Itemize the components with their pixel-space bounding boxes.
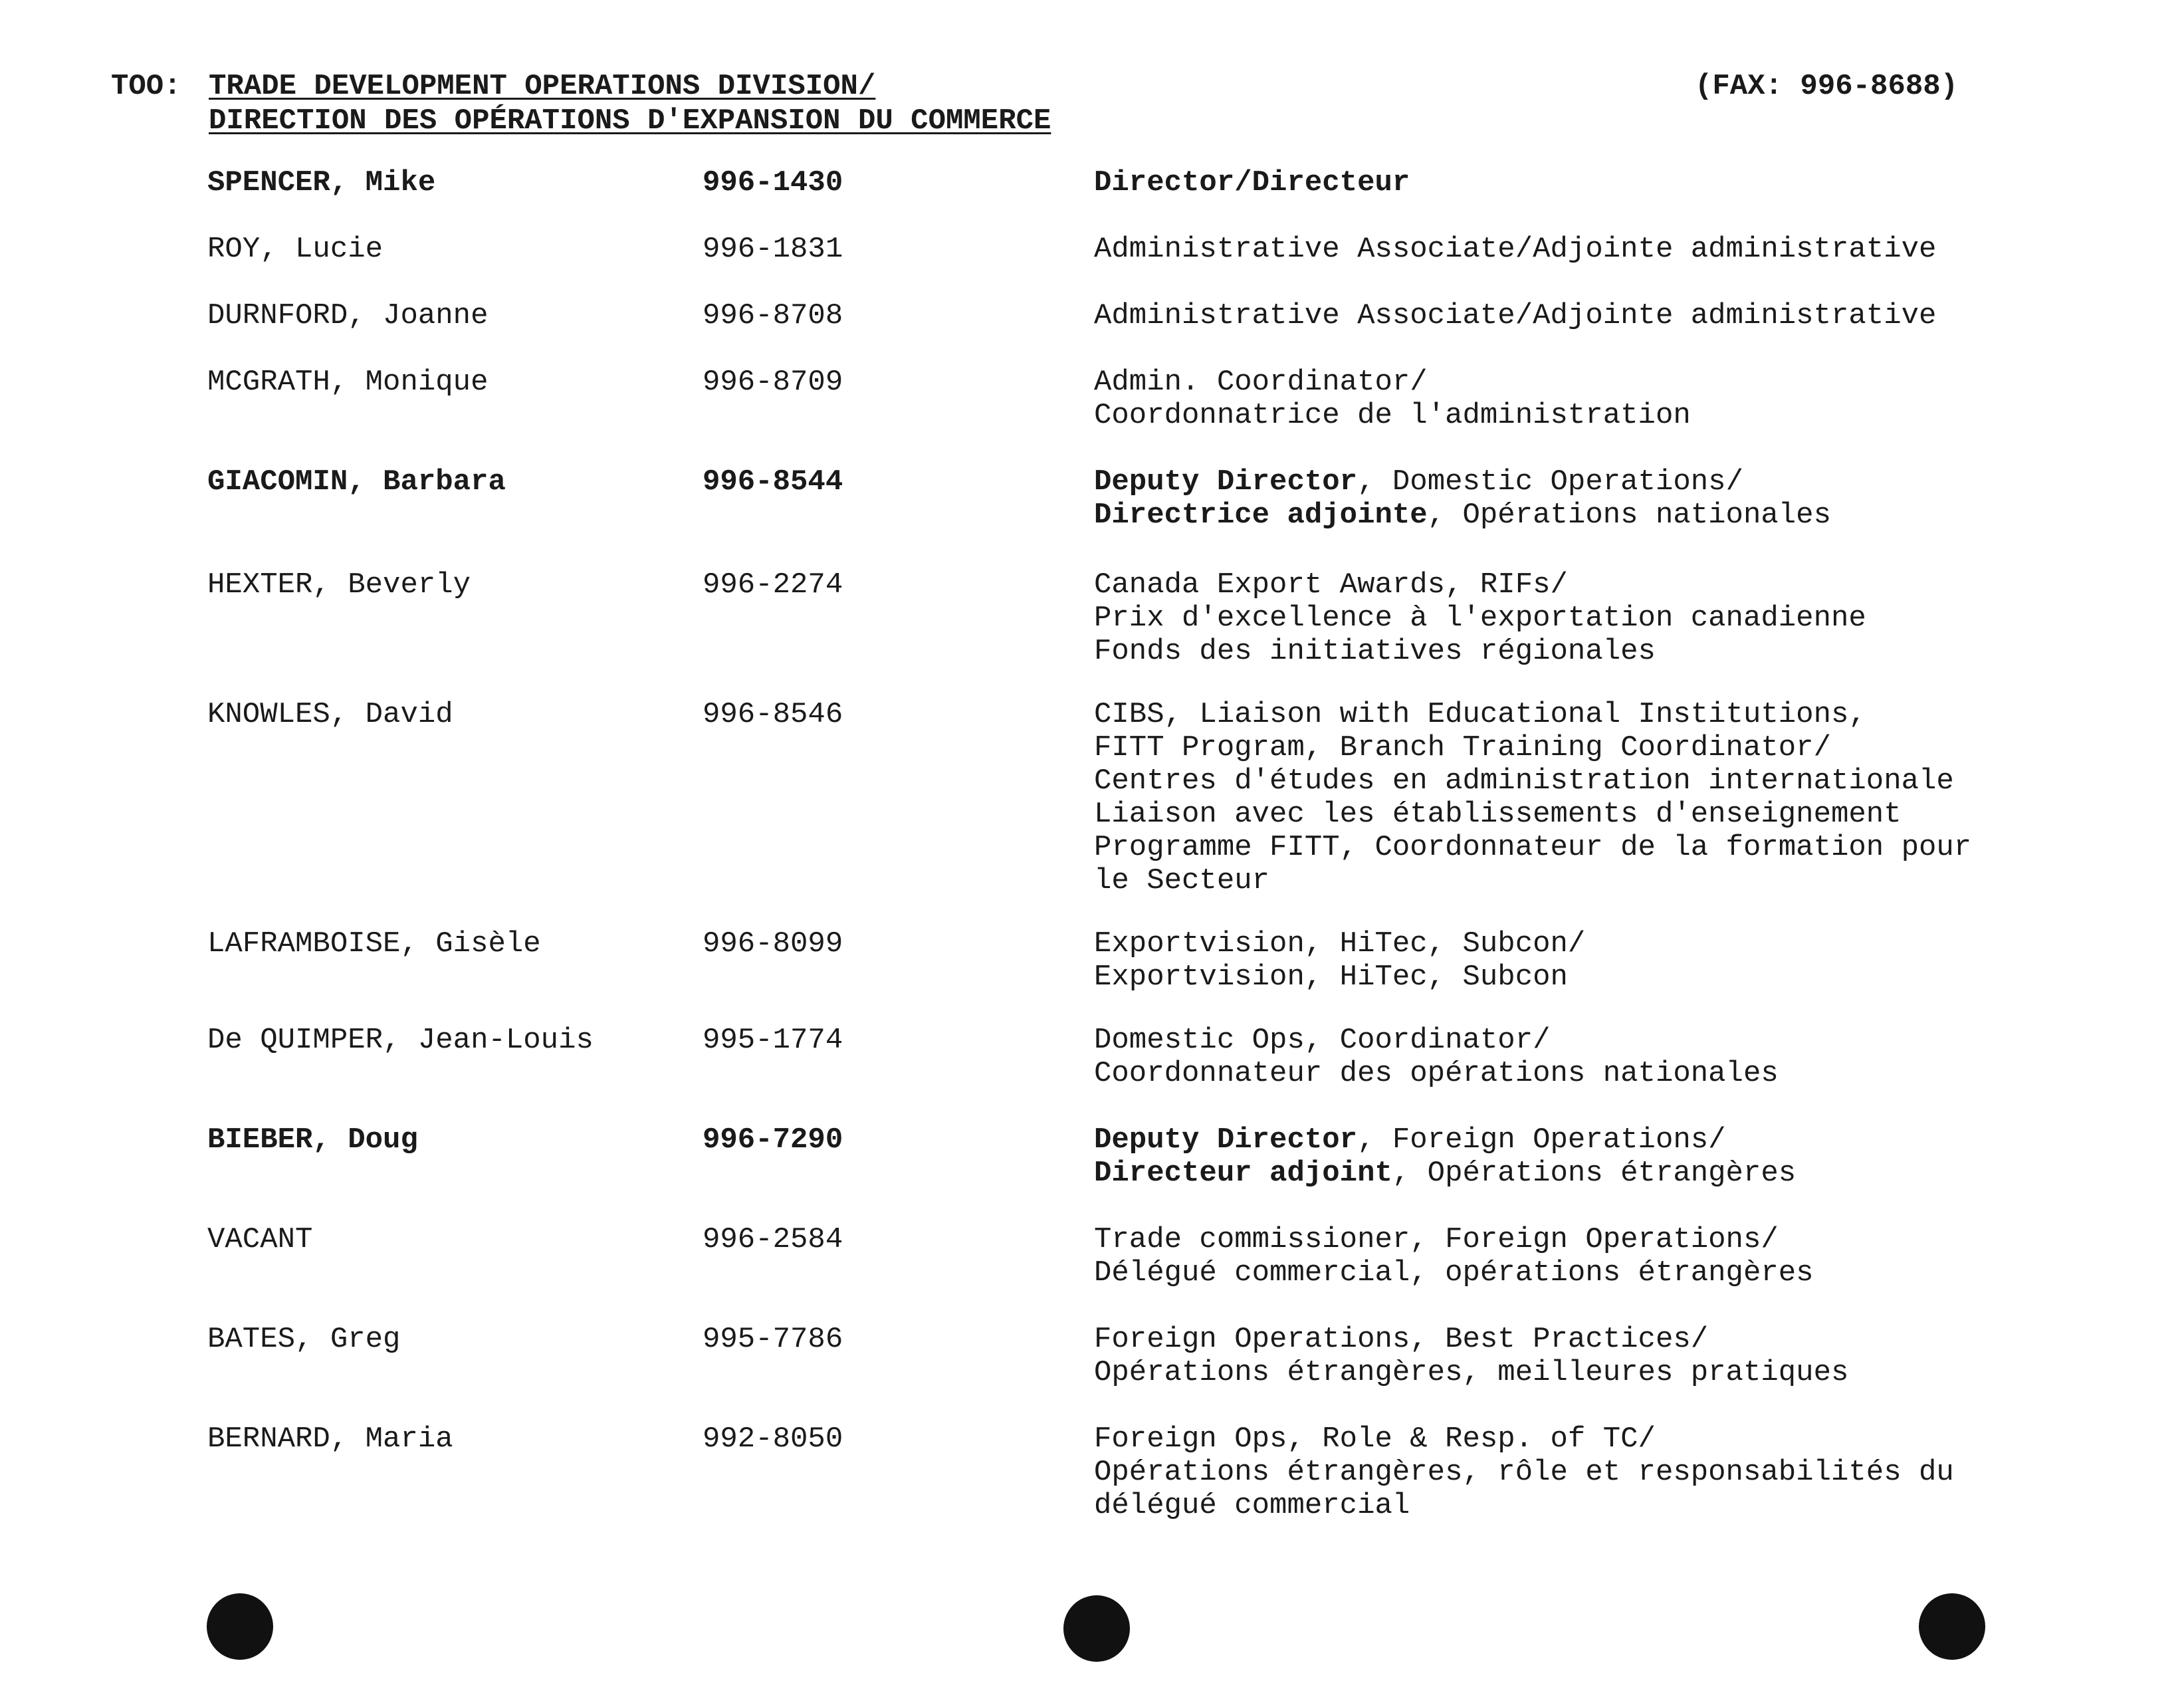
staff-role <box>1094 299 1936 332</box>
role-line <box>1094 927 1585 961</box>
role-text: Opérations étrangères, meilleures pratiques <box>1094 1356 1849 1389</box>
role-line <box>1094 1422 1954 1456</box>
role-text: , Opérations nationales <box>1427 499 1831 532</box>
staff-name: BIEBER, Doug <box>207 1123 418 1157</box>
fax-number: (FAX: 996-8688) <box>1695 70 1959 103</box>
staff-phone: 996-2584 <box>703 1223 843 1256</box>
staff-role <box>1094 465 1831 532</box>
staff-role <box>1094 927 1585 994</box>
role-text: délégué commercial <box>1094 1489 1410 1522</box>
staff-phone: 996-8544 <box>703 465 843 499</box>
staff-phone: 995-1774 <box>703 1024 843 1057</box>
role-line <box>1094 764 1971 798</box>
role-text: , Opérations étrangères <box>1392 1157 1797 1190</box>
role-line <box>1094 499 1831 532</box>
staff-phone: 996-1430 <box>703 166 843 199</box>
staff-phone: 995-7786 <box>703 1323 843 1356</box>
staff-name: SPENCER, Mike <box>207 166 436 199</box>
role-line <box>1094 465 1831 499</box>
staff-name: De QUIMPER, Jean-Louis <box>207 1024 594 1057</box>
staff-role <box>1094 1024 1779 1090</box>
division-title <box>209 69 1051 138</box>
role-text: Exportvision, HiTec, Subcon/ <box>1094 927 1586 961</box>
role-text: , Foreign Operations/ <box>1357 1123 1726 1157</box>
to-label: TOO: <box>111 70 181 103</box>
role-text: Centres d'études en administration internationale <box>1094 764 1954 798</box>
role-text: Canada Export Awards, RIFs/ <box>1094 568 1568 602</box>
staff-name: BATES, Greg <box>207 1323 401 1356</box>
role-title-bold: Directeur adjoint <box>1094 1157 1392 1190</box>
staff-role <box>1094 1123 1796 1190</box>
role-text: Administrative Associate/Adjointe administrative <box>1094 233 1937 266</box>
staff-name: LAFRAMBOISE, Gisèle <box>207 927 541 961</box>
staff-role <box>1094 698 1971 897</box>
staff-role <box>1094 166 1410 199</box>
role-line <box>1094 1024 1779 1057</box>
role-text: Liaison avec les établissements d'enseignement <box>1094 798 1902 831</box>
role-line <box>1094 1157 1796 1190</box>
role-line <box>1094 635 1866 668</box>
role-text: Prix d'excellence à l'exportation canadienne <box>1094 602 1866 635</box>
role-line <box>1094 1256 1814 1290</box>
role-text: Coordonnateur des opérations nationales <box>1094 1057 1779 1090</box>
role-line <box>1094 798 1971 831</box>
punch-hole-right <box>1919 1593 1985 1660</box>
role-line <box>1094 1356 1848 1389</box>
staff-name: ROY, Lucie <box>207 233 383 266</box>
staff-name: MCGRATH, Monique <box>207 366 489 399</box>
role-text: FITT Program, Branch Training Coordinator/ <box>1094 731 1831 764</box>
staff-role <box>1094 568 1866 668</box>
staff-phone: 996-8546 <box>703 698 843 731</box>
role-line <box>1094 568 1866 602</box>
role-text: Programme FITT, Coordonnateur de la formation pour <box>1094 831 1972 864</box>
staff-phone: 996-8099 <box>703 927 843 961</box>
role-line <box>1094 233 1936 266</box>
role-title-bold: Director/Directeur <box>1094 166 1410 199</box>
staff-phone: 996-8709 <box>703 366 843 399</box>
role-text: Trade commissioner, Foreign Operations/ <box>1094 1223 1779 1256</box>
role-line <box>1094 831 1971 864</box>
staff-phone: 996-8708 <box>703 299 843 332</box>
role-text: Foreign Operations, Best Practices/ <box>1094 1323 1709 1356</box>
role-title-bold: Deputy Director <box>1094 465 1358 499</box>
role-text: Fonds des initiatives régionales <box>1094 635 1656 668</box>
staff-phone: 992-8050 <box>703 1422 843 1456</box>
role-text: Coordonnatrice de l'administration <box>1094 399 1691 432</box>
staff-phone: 996-2274 <box>703 568 843 602</box>
role-text: , Domestic Operations/ <box>1357 465 1743 499</box>
staff-phone: 996-7290 <box>703 1123 843 1157</box>
role-line <box>1094 166 1410 199</box>
role-text: Délégué commercial, opérations étrangères <box>1094 1256 1814 1290</box>
staff-role <box>1094 1323 1848 1389</box>
staff-role <box>1094 233 1936 266</box>
role-line <box>1094 1223 1814 1256</box>
role-line <box>1094 698 1971 731</box>
role-text: Domestic Ops, Coordinator/ <box>1094 1024 1551 1057</box>
staff-name: KNOWLES, David <box>207 698 453 731</box>
role-text: Administrative Associate/Adjointe administrative <box>1094 299 1937 332</box>
role-text: Foreign Ops, Role & Resp. of TC/ <box>1094 1422 1656 1456</box>
staff-name: GIACOMIN, Barbara <box>207 465 506 499</box>
role-line <box>1094 1123 1796 1157</box>
role-text: le Secteur <box>1094 864 1270 897</box>
role-line <box>1094 1456 1954 1489</box>
staff-role <box>1094 1223 1814 1290</box>
staff-name: VACANT <box>207 1223 313 1256</box>
role-title-bold: Deputy Director <box>1094 1123 1358 1157</box>
punch-hole-left <box>207 1593 273 1660</box>
division-title-english: TRADE DEVELOPMENT OPERATIONS DIVISION/ <box>209 70 876 103</box>
role-line <box>1094 961 1585 994</box>
role-text: CIBS, Liaison with Educational Institutions, <box>1094 698 1866 731</box>
role-title-bold: Directrice adjointe <box>1094 499 1428 532</box>
role-line <box>1094 602 1866 635</box>
role-line <box>1094 731 1971 764</box>
staff-name: DURNFORD, Joanne <box>207 299 489 332</box>
staff-phone: 996-1831 <box>703 233 843 266</box>
role-line <box>1094 1057 1779 1090</box>
role-line <box>1094 299 1936 332</box>
role-line <box>1094 1489 1954 1522</box>
punch-hole-center <box>1063 1595 1130 1662</box>
role-text: Admin. Coordinator/ <box>1094 366 1428 399</box>
staff-role <box>1094 1422 1954 1522</box>
role-line <box>1094 1323 1848 1356</box>
staff-role <box>1094 366 1691 432</box>
division-title-french: DIRECTION DES OPÉRATIONS D'EXPANSION DU COMMERCE <box>209 104 1051 138</box>
role-line <box>1094 399 1691 432</box>
role-text: Opérations étrangères, rôle et responsabilités du <box>1094 1456 1954 1489</box>
role-line <box>1094 864 1971 897</box>
role-text: Exportvision, HiTec, Subcon <box>1094 961 1568 994</box>
staff-name: HEXTER, Beverly <box>207 568 471 602</box>
staff-name: BERNARD, Maria <box>207 1422 453 1456</box>
role-line <box>1094 366 1691 399</box>
